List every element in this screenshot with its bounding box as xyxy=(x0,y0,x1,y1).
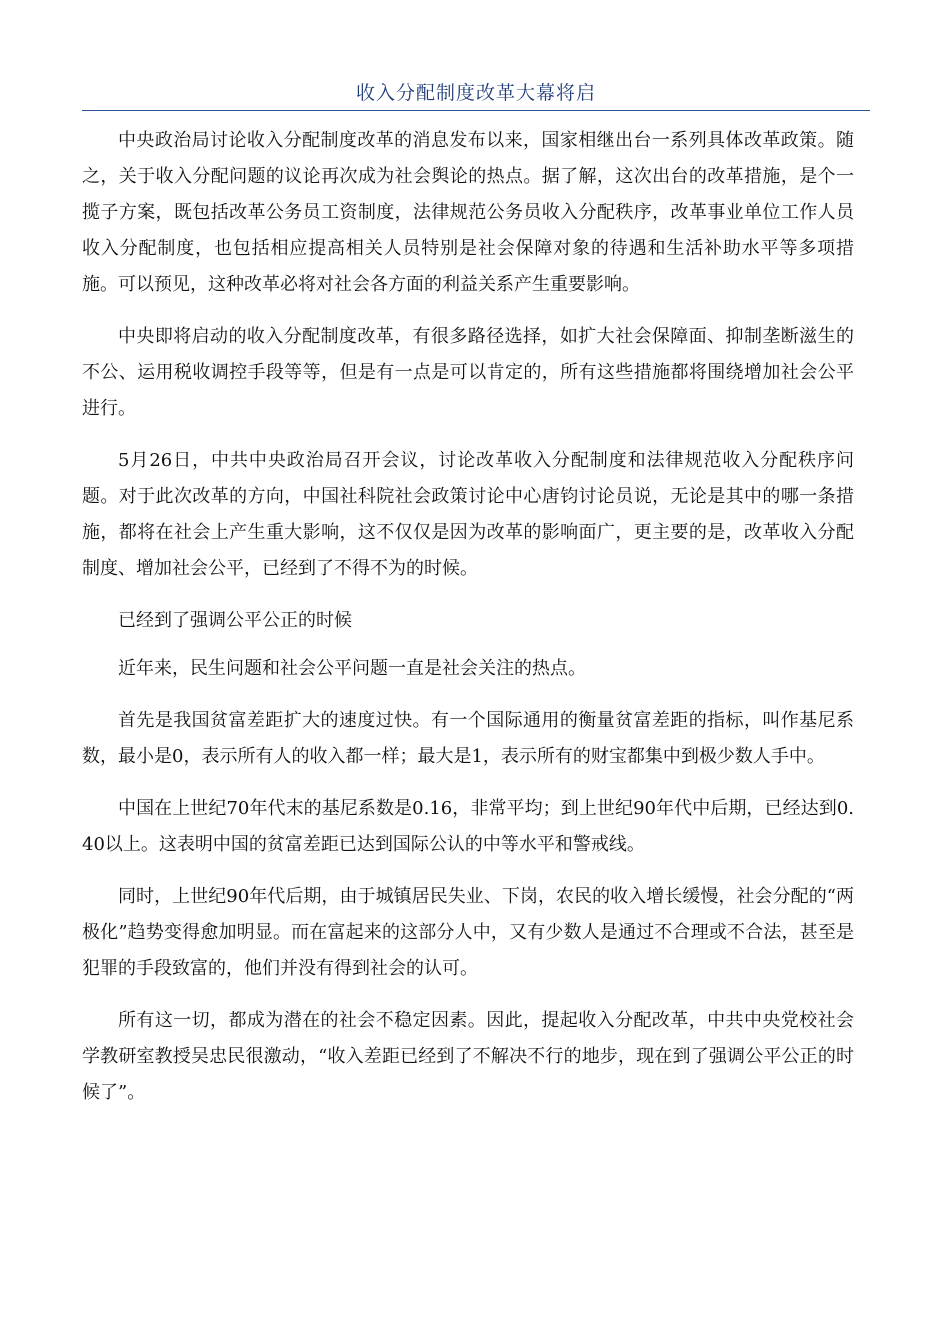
article-body xyxy=(82,123,854,1127)
paragraph: 中国在上世纪70年代末的基尼系数是0.16，非常平均；到上世纪90年代中后期，已经达到0.40以上。这表明中国的贫富差距已达到国际公认的中等水平和警戒线。 xyxy=(82,798,854,855)
page-title: 收入分配制度改革大幕将启 xyxy=(355,82,596,104)
paragraph: 所有这一切，都成为潜在的社会不稳定因素。因此，提起收入分配改革，中共中央党校社会学教研室教授吴忠民很激动，“收入差距已经到了不解决不行的地步，现在到了强调公平公正的时候了”。 xyxy=(82,1010,854,1103)
paragraph: 5月26日，中共中央政治局召开会议，讨论改革收入分配制度和法律规范收入分配秩序问题。对于此次改革的方向，中国社科院社会政策讨论中心唐钧讨论员说，无论是其中的哪一条措施，都将在社会上产生重大影响，这不仅仅是因为改革的影响面广，更主要的是，改革收入分配制度、增加社会公平，已经到了不得不为的时候。 xyxy=(82,450,854,579)
section-heading: 已经到了强调公平公正的时候 xyxy=(118,610,352,631)
paragraph: 近年来，民生问题和社会公平问题一直是社会关注的热点。 xyxy=(118,658,586,679)
page-header xyxy=(82,76,870,111)
paragraph: 首先是我国贫富差距扩大的速度过快。有一个国际通用的衡量贫富差距的指标，叫作基尼系数，最小是0，表示所有人的收入都一样；最大是1，表示所有的财宝都集中到极少数人手中。 xyxy=(82,710,854,767)
paragraph: 中央即将启动的收入分配制度改革，有很多路径选择，如扩大社会保障面、抑制垄断滋生的不公、运用税收调控手段等等，但是有一点是可以肯定的，所有这些措施都将围绕增加社会公平进行。 xyxy=(82,326,854,419)
paragraph: 中央政治局讨论收入分配制度改革的消息发布以来，国家相继出台一系列具体改革政策。随之，关于收入分配问题的议论再次成为社会舆论的热点。据了解，这次出台的改革措施，是个一揽子方案，既包括改革公务员工资制度，法律规范公务员收入分配秩序，改革事业单位工作人员收入分配制度，也包括相应提高相关人员特别是社会保障对象的待遇和生活补助水平等多项措施。可以预见，这种改革必将对社会各方面的利益关系产生重要影响。 xyxy=(82,130,854,295)
paragraph: 同时，上世纪90年代后期，由于城镇居民失业、下岗，农民的收入增长缓慢，社会分配的“两极化”趋势变得愈加明显。而在富起来的这部分人中，又有少数人是通过不合理或不合法，甚至是犯罪的手段致富的，他们并没有得到社会的认可。 xyxy=(82,886,854,979)
